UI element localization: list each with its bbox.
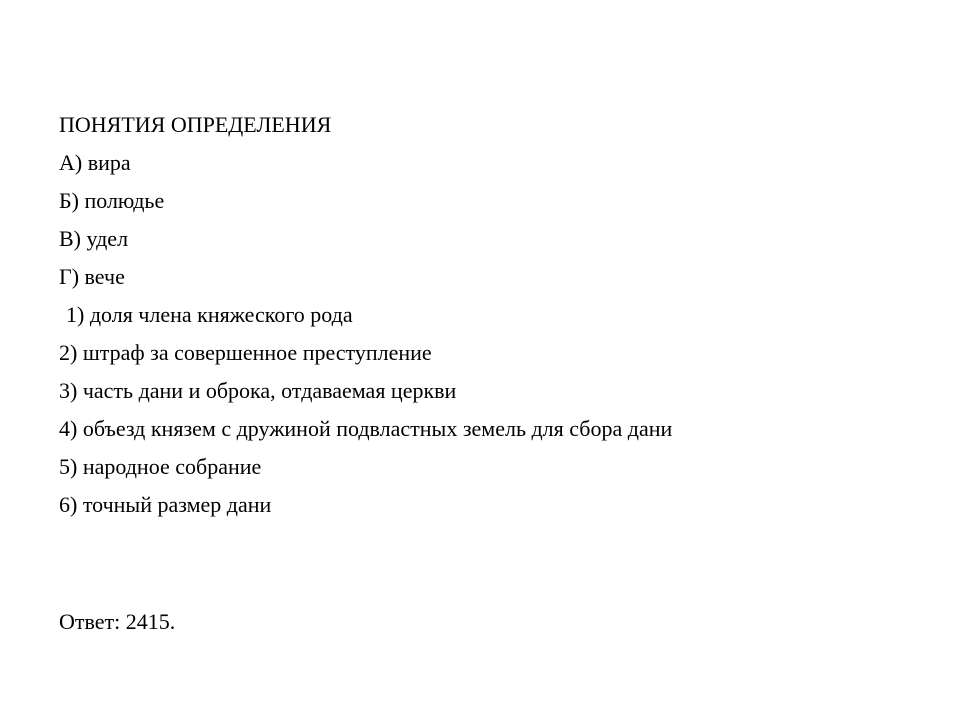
concept-item: Г) вече [59, 264, 125, 289]
concept-item: А) вира [59, 150, 131, 175]
definition-item: 1) доля члена княжеского рода [66, 302, 353, 327]
definition-item: 4) объезд князем с дружиной подвластных земель для сбора дани [59, 416, 673, 441]
definition-item: 6) точный размер дани [59, 492, 272, 517]
concept-item: Б) полюдье [59, 188, 165, 213]
task-heading: ПОНЯТИЯ ОПРЕДЕЛЕНИЯ [59, 112, 332, 137]
definition-item: 5) народное собрание [59, 454, 262, 479]
concept-item: В) удел [59, 226, 129, 251]
answer-text: Ответ: 2415. [59, 609, 176, 634]
definition-item: 2) штраф за совершенное преступление [59, 340, 432, 365]
task-text [59, 106, 919, 524]
definition-item: 3) часть дани и оброка, отдаваемая церкви [59, 378, 457, 403]
